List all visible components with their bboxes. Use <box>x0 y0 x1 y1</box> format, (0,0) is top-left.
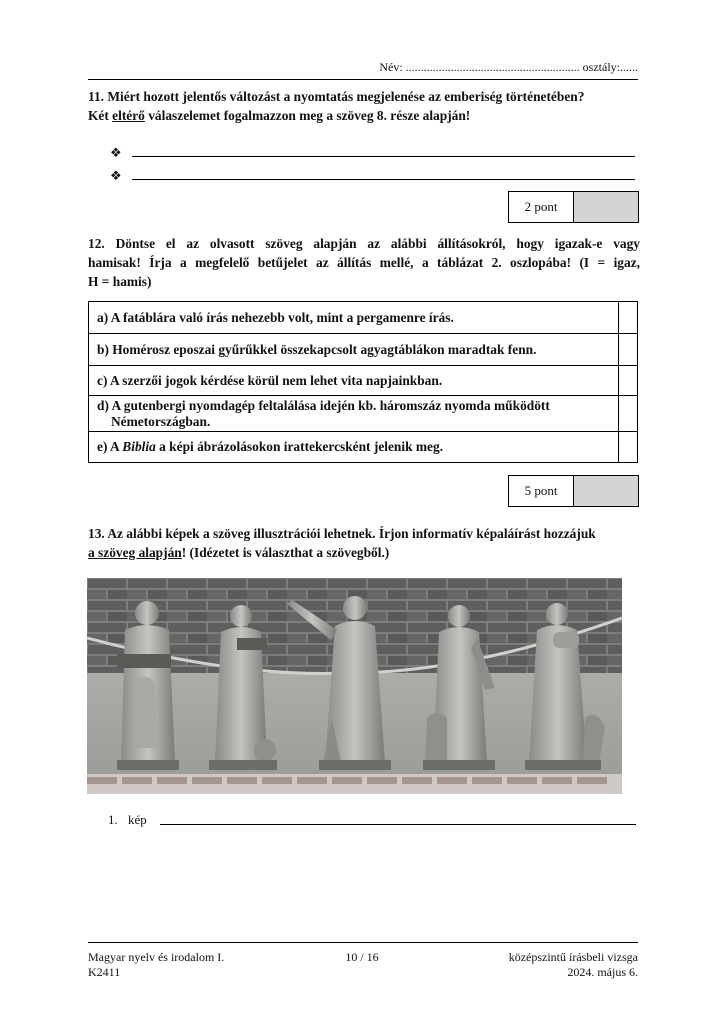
footer-right <box>438 950 638 980</box>
statement-d: d) A gutenbergi nyomdagép feltalálása idején kb. háromszáz nyomda működött Németországban. <box>89 396 619 432</box>
caption-number: 1. <box>108 812 118 827</box>
points-label: 2 pont <box>509 192 574 223</box>
statement-a: a) A fatáblára való írás nehezebb volt, mint a pergamenre írás. <box>89 302 619 334</box>
question-12-line2: hamisak! Írja a megfelelő betűjelet az állítás mellé, a táblázat 2. oszlopába! (I = igaz, <box>88 255 640 270</box>
statements-table <box>88 301 638 463</box>
statement-e: e) A Biblia a képi ábrázolásokon irattekercsként jelenik meg. <box>89 432 619 463</box>
page-number: 10 / 16 <box>345 950 379 964</box>
question-11-line2: Két eltérő válaszelemet fogalmazzon meg a szöveg 8. része alapján! <box>88 108 471 123</box>
question-12-line1: 12. Döntse el az olvasott szöveg alapján az alábbi állításokról, hogy igazak-e vagy <box>88 236 640 251</box>
statement-c: c) A szerzői jogok kérdése körül nem lehet vita napjainkban. <box>89 366 619 396</box>
answer-cell-e[interactable] <box>619 432 638 463</box>
diamond-bullet-icon: ❖ <box>110 145 122 160</box>
answer-cell-a[interactable] <box>619 302 638 334</box>
subject-name: Magyar nyelv és irodalom I. <box>88 950 225 964</box>
question-12-line3: H = hamis) <box>88 274 152 289</box>
points-label: 5 pont <box>509 476 574 507</box>
points-box-q12 <box>508 475 639 507</box>
question-11-line1: 11. Miért hozott jelentős változást a nyomtatás megjelenése az emberiség történetében? <box>88 89 585 104</box>
exam-date: 2024. május 6. <box>567 965 638 979</box>
footer-left <box>88 950 224 980</box>
table-row <box>89 366 638 396</box>
statues-photo <box>87 578 622 794</box>
footer-rule <box>88 942 638 943</box>
answer-line-2[interactable] <box>110 166 635 184</box>
answer-cell-d[interactable] <box>619 396 638 432</box>
score-cell[interactable] <box>574 476 639 507</box>
table-row <box>89 302 638 334</box>
answer-cell-b[interactable] <box>619 334 638 366</box>
caption-answer-line[interactable] <box>160 824 636 825</box>
exam-level: középszintű írásbeli vizsga <box>508 950 638 964</box>
name-class-field: Név: .......................................................... osztály:...... <box>379 60 638 74</box>
caption-row-1[interactable] <box>108 812 636 828</box>
question-11 <box>88 87 640 125</box>
exam-code: K2411 <box>88 965 121 979</box>
table-row <box>89 432 638 463</box>
answer-line-1[interactable] <box>110 143 635 161</box>
table-row <box>89 396 638 432</box>
question-13 <box>88 524 640 562</box>
question-13-line2: a szöveg alapján! (Idézetet is választhat a szövegből.) <box>88 545 390 560</box>
points-box-q11 <box>508 191 639 223</box>
header-rule <box>88 79 638 80</box>
question-12 <box>88 234 640 291</box>
caption-label: kép <box>128 812 147 827</box>
question-13-line1: 13. Az alábbi képek a szöveg illusztrációi lehetnek. Írjon informatív képaláírást hozzájuk <box>88 526 596 541</box>
answer-cell-c[interactable] <box>619 366 638 396</box>
statement-b: b) Homérosz eposzai gyűrűkkel összekapcsolt agyagtáblákon maradtak fenn. <box>89 334 619 366</box>
score-cell[interactable] <box>574 192 639 223</box>
diamond-bullet-icon: ❖ <box>110 168 122 183</box>
table-row <box>89 334 638 366</box>
